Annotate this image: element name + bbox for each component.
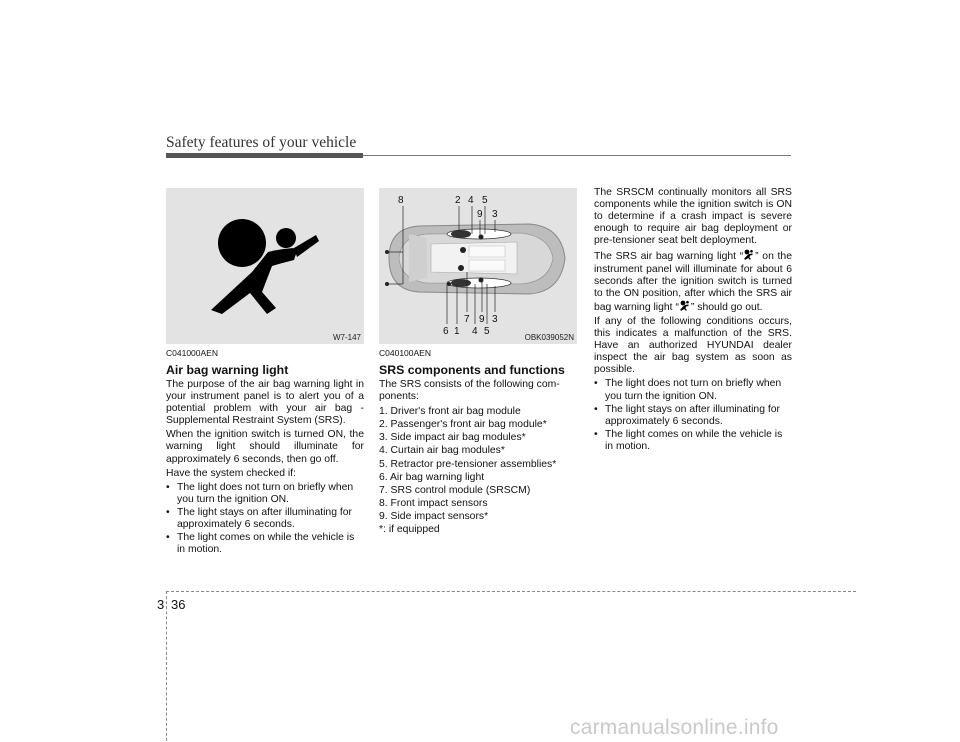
page-header-title: Safety features of your vehicle	[166, 134, 357, 151]
header-bar	[166, 153, 363, 158]
callout-label: 5	[484, 326, 490, 337]
bullet-item: • The light does not turn on briefly when you turn the ignition ON.	[594, 378, 792, 402]
bullet-item: • The light does not turn on briefly when you turn the ignition ON.	[166, 482, 364, 506]
paragraph: The SRS consists of the following com-ponents:	[379, 379, 560, 403]
list-item: *: if equipped	[379, 524, 440, 536]
bullet-list	[166, 482, 364, 557]
callout-label: 9	[477, 209, 483, 220]
airbag-warning-small-icon	[679, 300, 691, 311]
list-item: 5. Retractor pre-tensioner assemblies*	[379, 458, 557, 470]
bullet-list	[594, 378, 792, 453]
bullet-item: • The light stays on after illuminating for approximately 6 seconds.	[594, 404, 792, 428]
callout-label: 8	[398, 195, 404, 206]
figure-code: OBK039052N	[524, 333, 574, 342]
page-chapter: 3	[157, 597, 165, 612]
list-item: 4. Curtain air bag modules*	[379, 445, 505, 457]
callout-label: 3	[492, 314, 498, 325]
paragraph	[594, 249, 792, 313]
middle-column	[379, 188, 577, 536]
section-code: C040100AEN	[379, 348, 431, 358]
callout-label: 2	[455, 195, 461, 206]
section-title: SRS components and functions	[379, 363, 565, 377]
callout-label: 4	[468, 195, 474, 206]
footer-rule	[166, 591, 856, 592]
paragraph: The purpose of the air bag warning light in your instrument panel is to alert you of a potential problem with your air bag - Supplemental Restraint System (SRS).	[166, 379, 364, 427]
component-list	[379, 405, 577, 536]
text-fragment: ” on the instrument panel will illuminate for about 6 seconds after the ignition switch is turned to the ON position, after which the SRS air bag warning light “	[594, 251, 792, 313]
callout-label: 4	[472, 326, 478, 337]
callout-label: 1	[454, 326, 460, 337]
footer-vertical-rule	[166, 591, 167, 741]
airbag-warning-figure	[166, 188, 364, 344]
right-column	[594, 187, 792, 454]
paragraph: When the ignition switch is turned ON, the warning light should illuminate for approximately 6 seconds, then go off.	[166, 429, 364, 465]
list-item: 6. Air bag warning light	[379, 471, 485, 483]
srs-diagram-figure	[379, 188, 577, 344]
text-fragment: ” should go out.	[690, 301, 763, 313]
watermark: carmanualsonline.info	[570, 716, 779, 739]
callout-label: 5	[482, 195, 488, 206]
page-number: 36	[171, 597, 186, 612]
car-srs-diagram	[379, 188, 577, 344]
bullet-item: • The light stays on after illuminating for approximately 6 seconds.	[166, 507, 364, 531]
airbag-warning-icon	[166, 188, 364, 344]
list-item: 3. Side impact air bag modules*	[379, 432, 526, 444]
callout-label: 7	[464, 314, 470, 325]
header-rule	[363, 155, 791, 156]
airbag-warning-small-icon	[743, 249, 755, 260]
callout-label: 3	[492, 209, 498, 220]
text-fragment: The SRS air bag warning light “	[594, 251, 744, 263]
callout-label: 9	[479, 314, 485, 325]
bullet-item: • The light comes on while the vehicle is in motion.	[594, 429, 792, 453]
paragraph: The SRSCM continually monitors all SRS components while the ignition switch is ON to determine if a crash impact is severe enough to require air bag deployment or pre-tensioner seat belt deployment.	[594, 187, 792, 247]
list-item: 7. SRS control module (SRSCM)	[379, 484, 531, 496]
bullet-item: • The light comes on while the vehicle is in motion.	[166, 532, 364, 556]
section-code: C041000AEN	[166, 348, 218, 358]
figure-code: W7-147	[332, 333, 361, 342]
list-item: 8. Front impact sensors	[379, 497, 488, 509]
paragraph: Have the system checked if:	[166, 467, 296, 479]
callout-label: 6	[443, 326, 449, 337]
list-item: 2. Passenger's front air bag module*	[379, 419, 547, 431]
section-title: Air bag warning light	[166, 363, 289, 377]
list-item: 9. Side impact sensors*	[379, 510, 489, 522]
paragraph: If any of the following conditions occurs, this indicates a malfunction of the SRS. Have an authorized HYUNDAI dealer inspect the air bag system as soon as possible.	[594, 315, 792, 376]
list-item: 1. Driver's front air bag module	[379, 406, 521, 418]
left-column	[166, 188, 364, 557]
